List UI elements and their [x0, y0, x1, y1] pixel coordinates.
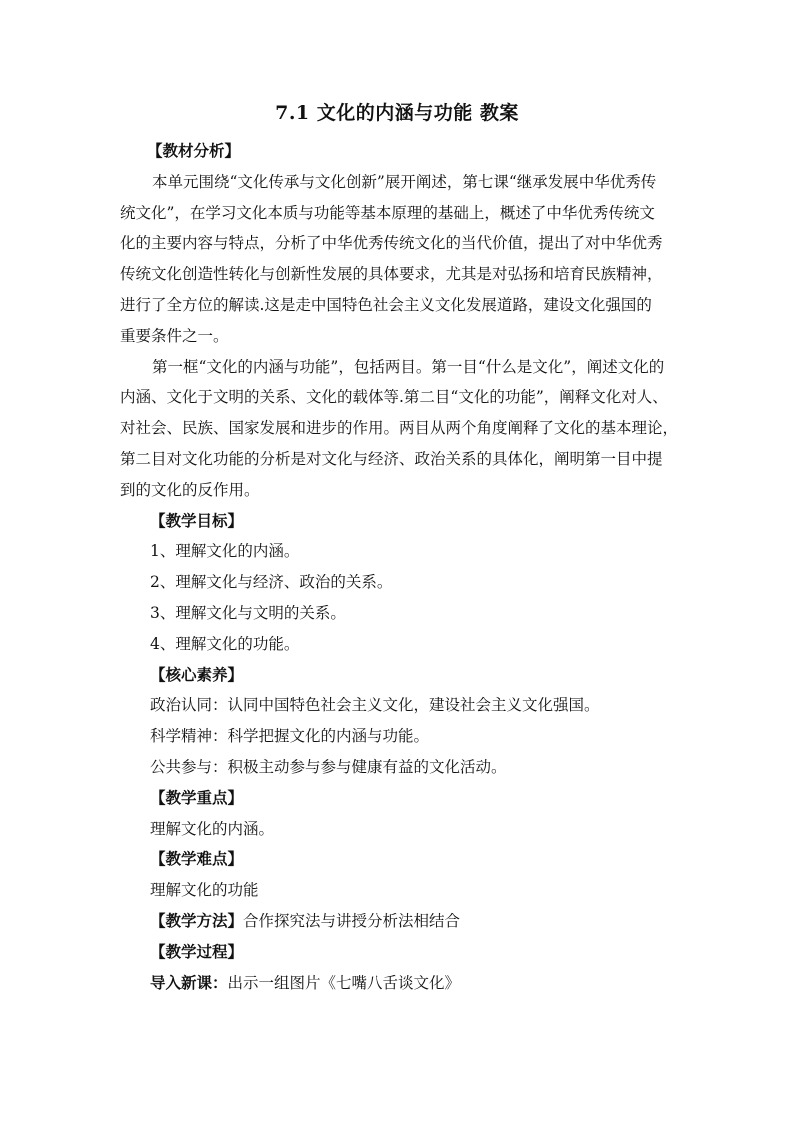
analysis-p2-line: 第二目对文化功能的分析是对文化与经济、政治关系的具体化，阐明第一目中提: [120, 449, 663, 468]
analysis-p1-line: 统文化”，在学习文化本质与功能等基本原理的基础上，概述了中华优秀传统文: [120, 203, 655, 222]
analysis-p2-line: 内涵、文化于文明的关系、文化的载体等.第二目“文化的功能”，阐释文化对人、: [120, 388, 668, 407]
analysis-p1-line: 化的主要内容与特点，分析了中华优秀传统文化的当代价值，提出了对中华优秀: [120, 234, 663, 253]
analysis-p2-line: 对社会、民族、国家发展和进步的作用。两目从两个角度阐释了文化的基本理论，: [120, 419, 679, 438]
key-point-heading: 【教学重点】: [150, 787, 244, 807]
analysis-paragraph-2: [120, 352, 680, 506]
difficult-point-text: 理解文化的功能: [150, 881, 259, 900]
analysis-p1-line: 重要条件之一。: [120, 326, 229, 345]
analysis-p1-line: 进行了全方位的解读.这是走中国特色社会主义文化发展道路，建设文化强国的: [120, 295, 652, 314]
goal-item: 4、理解文化的功能。: [150, 634, 300, 653]
method-row: [120, 906, 680, 937]
method-heading: 【教学方法】: [150, 910, 244, 930]
analysis-heading: 【教材分析】: [147, 141, 241, 160]
difficult-point-heading: 【教学难点】: [150, 849, 244, 869]
method-text: 合作探究法与讲授分析法相结合: [243, 911, 461, 930]
analysis-p1-line: 本单元围绕“文化传承与文化创新”展开阐述，第七课“继承发展中华优秀传: [152, 172, 657, 191]
literacy-item: 政治认同：认同中国特色社会主义文化，建设社会主义文化强国。: [150, 696, 600, 715]
intro-row: [120, 968, 680, 999]
goal-item: 2、理解文化与经济、政治的关系。: [150, 573, 393, 592]
goal-item: 1、理解文化的内涵。: [150, 542, 300, 561]
analysis-p2-line: 第一框“文化的内涵与功能”，包括两目。第一目“什么是文化”，阐述文化的: [152, 357, 665, 376]
goals-heading: 【教学目标】: [150, 510, 244, 530]
goal-item: 3、理解文化与文明的关系。: [150, 603, 346, 622]
document-body: [120, 136, 680, 998]
analysis-paragraph-1: [120, 167, 680, 352]
analysis-p1-line: 传统文化创造性转化与创新性发展的具体要求，尤其是对弘扬和培育民族精神，: [120, 265, 663, 284]
intro-text: 出示一组图片《七嘴八舌谈文化》: [227, 973, 461, 992]
key-point-text: 理解文化的内涵。: [150, 819, 275, 838]
analysis-p2-line: 到的文化的反作用。: [120, 480, 260, 499]
literacy-item: 公共参与：积极主动参与参与健康有益的文化活动。: [150, 757, 507, 776]
document-title: 7.1 文化的内涵与功能 教案: [275, 102, 519, 124]
intro-label: 导入新课：: [150, 972, 228, 992]
literacy-heading: 【核心素养】: [150, 664, 244, 684]
literacy-item: 科学精神：科学把握文化的内涵与功能。: [150, 727, 430, 746]
process-heading: 【教学过程】: [150, 941, 244, 961]
